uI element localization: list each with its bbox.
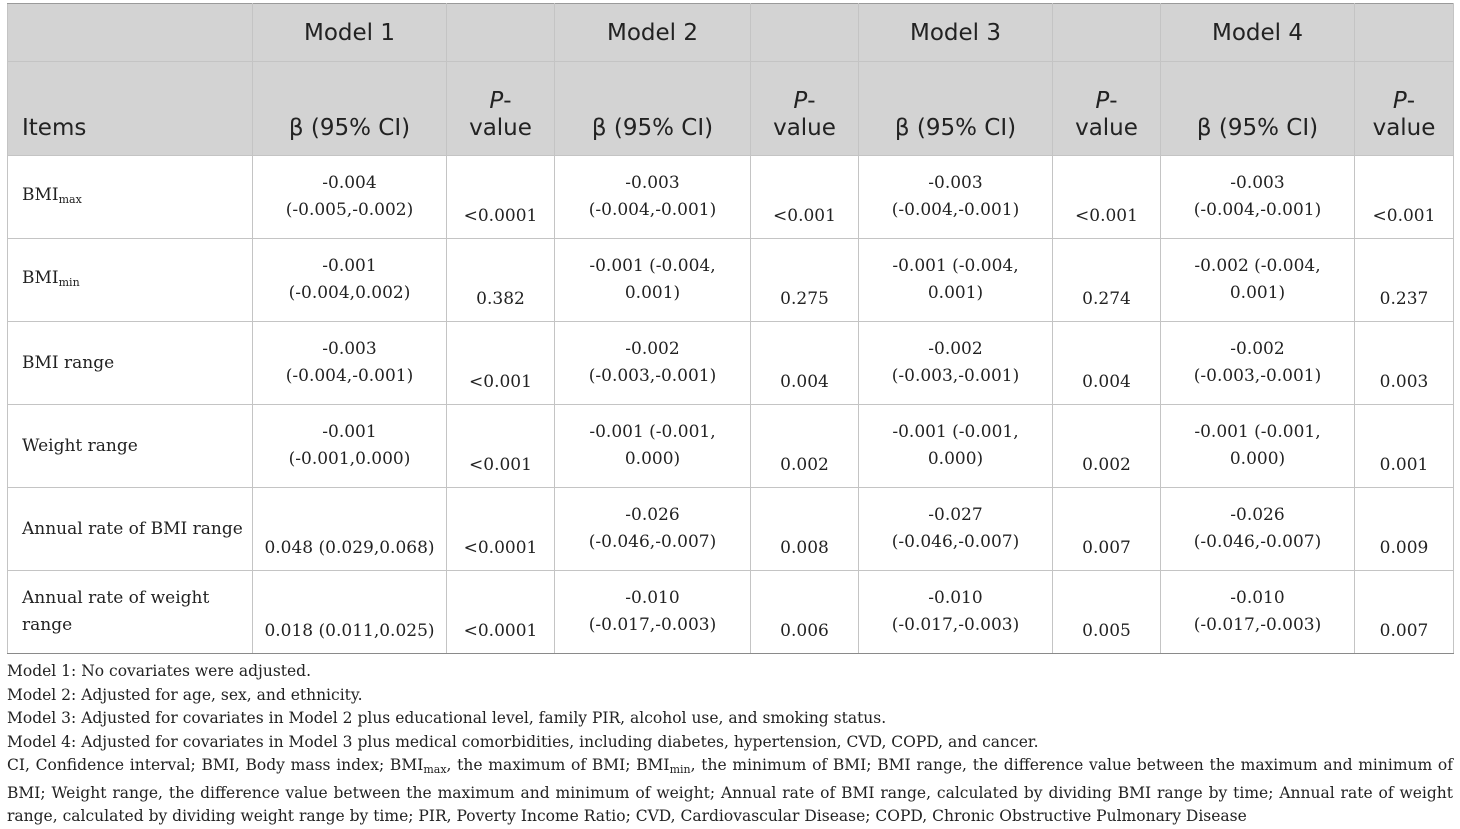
- model2-beta-cell: -0.026 (-0.046,-0.007): [555, 488, 751, 571]
- header-row-models: [8, 4, 1454, 62]
- model4-p-cell: 0.003: [1355, 322, 1454, 405]
- model2-p-cell: 0.275: [751, 239, 859, 322]
- p-hyphen: -: [1406, 87, 1416, 114]
- model3-p-cell: 0.004: [1053, 322, 1161, 405]
- model2-p-cell: 0.006: [751, 571, 859, 654]
- footnote-abbreviations: [7, 754, 1453, 829]
- table-footnotes: [7, 660, 1453, 829]
- model1-p-cell: 0.382: [447, 239, 555, 322]
- model4-p-cell: 0.001: [1355, 405, 1454, 488]
- item-subscript: max: [58, 192, 82, 206]
- row-item: Annual rate of BMI range: [8, 488, 253, 571]
- model1-beta-cell: 0.048 (0.029,0.068): [253, 488, 447, 571]
- header-model4-beta: Model 4: [1161, 4, 1355, 62]
- model2-p-cell: 0.002: [751, 405, 859, 488]
- model3-beta-cell: -0.002 (-0.003,-0.001): [859, 322, 1053, 405]
- model3-beta-cell: -0.027 (-0.046,-0.007): [859, 488, 1053, 571]
- table-row: [8, 322, 1454, 405]
- model1-beta-cell: -0.001 (-0.001,0.000): [253, 405, 447, 488]
- model3-p-cell: <0.001: [1053, 156, 1161, 239]
- table-row: [8, 571, 1454, 654]
- p-hyphen: -: [503, 87, 512, 114]
- model1-beta-cell: -0.004 (-0.005,-0.002): [253, 156, 447, 239]
- row-item: [8, 156, 253, 239]
- model4-beta-cell: -0.003 (-0.004,-0.001): [1161, 156, 1355, 239]
- model1-p-cell: <0.0001: [447, 488, 555, 571]
- model1-beta-cell: -0.001 (-0.004,0.002): [253, 239, 447, 322]
- model2-beta-cell: -0.001 (-0.001, 0.000): [555, 405, 751, 488]
- model1-beta-cell: 0.018 (0.011,0.025): [253, 571, 447, 654]
- p-word: value: [773, 115, 836, 142]
- model1-p-cell: <0.0001: [447, 156, 555, 239]
- item-label: BMI: [22, 184, 59, 205]
- model2-beta-cell: -0.003 (-0.004,-0.001): [555, 156, 751, 239]
- row-item: [8, 239, 253, 322]
- abbr-sub-min: min: [669, 763, 691, 776]
- header-p-value: [1355, 62, 1454, 156]
- model3-p-cell: 0.007: [1053, 488, 1161, 571]
- model1-p-cell: <0.0001: [447, 571, 555, 654]
- header-p-value: [751, 62, 859, 156]
- model2-p-cell: <0.001: [751, 156, 859, 239]
- p-word: value: [1372, 115, 1436, 142]
- item-label: BMI: [22, 267, 59, 288]
- model3-p-cell: 0.274: [1053, 239, 1161, 322]
- model2-p-cell: 0.004: [751, 322, 859, 405]
- row-item: Annual rate of weight range: [8, 571, 253, 654]
- table-row: [8, 156, 1454, 239]
- header-model4-p-blank: [1355, 4, 1454, 62]
- model4-p-cell: 0.009: [1355, 488, 1454, 571]
- model3-beta-cell: -0.001 (-0.001, 0.000): [859, 405, 1053, 488]
- model3-p-cell: 0.005: [1053, 571, 1161, 654]
- table-figure: [7, 3, 1453, 829]
- header-model3-p-blank: [1053, 4, 1161, 62]
- item-subscript: min: [58, 275, 80, 289]
- header-model1-beta: Model 1: [253, 4, 447, 62]
- p-letter: P: [793, 87, 808, 114]
- model1-p-cell: <0.001: [447, 405, 555, 488]
- model2-beta-cell: -0.002 (-0.003,-0.001): [555, 322, 751, 405]
- abbr-part-b: , the maximum of BMI; BMI: [446, 756, 670, 774]
- header-model1-p-blank: [447, 4, 555, 62]
- model3-beta-cell: -0.010 (-0.017,-0.003): [859, 571, 1053, 654]
- header-beta: β (95% CI): [555, 62, 751, 156]
- p-hyphen: -: [807, 87, 816, 114]
- header-blank: [8, 4, 253, 62]
- regression-table: [7, 3, 1454, 654]
- footnote-model4: Model 4: Adjusted for covariates in Model 3 plus medical comorbidities, including diabetes, hypertension, CVD, COPD, and cancer.: [7, 732, 1039, 751]
- header-items: Items: [8, 62, 253, 156]
- model4-p-cell: <0.001: [1355, 156, 1454, 239]
- header-model3-beta: Model 3: [859, 4, 1053, 62]
- abbr-part-c: , the minimum of BMI; BMI range, the difference value between the maximum and minimum of BMI; Weight range, the difference value between the maximum and minimum of weight; Annual rate of BMI range, calculated by dividing BMI range by time; Annual rate of weight range, calculated by dividing weight range by time; PIR, Poverty Income Ratio; CVD, Cardiovascular Disease; COPD, Chronic Obstructive Pulmonary Disease: [7, 756, 1454, 825]
- model3-beta-cell: -0.001 (-0.004, 0.001): [859, 239, 1053, 322]
- model4-p-cell: 0.007: [1355, 571, 1454, 654]
- table-row: [8, 488, 1454, 571]
- model4-p-cell: 0.237: [1355, 239, 1454, 322]
- model3-p-cell: 0.002: [1053, 405, 1161, 488]
- table-row: [8, 405, 1454, 488]
- header-row-columns: [8, 62, 1454, 156]
- model2-beta-cell: -0.001 (-0.004, 0.001): [555, 239, 751, 322]
- header-beta: β (95% CI): [253, 62, 447, 156]
- header-model2-beta: Model 2: [555, 4, 751, 62]
- footnote-model1: Model 1: No covariates were adjusted.: [7, 662, 312, 680]
- p-letter: P: [1392, 87, 1407, 114]
- abbr-part-a: CI, Confidence interval; BMI, Body mass index; BMI: [7, 756, 424, 774]
- model4-beta-cell: -0.002 (-0.004, 0.001): [1161, 239, 1355, 322]
- header-model2-p-blank: [751, 4, 859, 62]
- footnote-model3: Model 3: Adjusted for covariates in Model 2 plus educational level, family PIR, alcohol use, and smoking status.: [7, 709, 887, 727]
- model3-beta-cell: -0.003 (-0.004,-0.001): [859, 156, 1053, 239]
- model2-p-cell: 0.008: [751, 488, 859, 571]
- abbr-sub-max: max: [423, 763, 447, 776]
- model4-beta-cell: -0.010 (-0.017,-0.003): [1161, 571, 1355, 654]
- table-row: [8, 239, 1454, 322]
- header-beta: β (95% CI): [1161, 62, 1355, 156]
- p-letter: P: [1095, 87, 1110, 114]
- header-p-value: [1053, 62, 1161, 156]
- model4-beta-cell: -0.026 (-0.046,-0.007): [1161, 488, 1355, 571]
- row-item: Weight range: [8, 405, 253, 488]
- footnote-model2: Model 2: Adjusted for age, sex, and ethnicity.: [7, 685, 363, 704]
- header-beta: β (95% CI): [859, 62, 1053, 156]
- model4-beta-cell: -0.002 (-0.003,-0.001): [1161, 322, 1355, 405]
- p-letter: P: [489, 87, 504, 114]
- p-hyphen: -: [1109, 87, 1118, 114]
- model4-beta-cell: -0.001 (-0.001, 0.000): [1161, 405, 1355, 488]
- p-word: value: [469, 115, 532, 142]
- model1-p-cell: <0.001: [447, 322, 555, 405]
- p-word: value: [1075, 115, 1138, 142]
- model1-beta-cell: -0.003 (-0.004,-0.001): [253, 322, 447, 405]
- header-p-value: [447, 62, 555, 156]
- row-item: BMI range: [8, 322, 253, 405]
- model2-beta-cell: -0.010 (-0.017,-0.003): [555, 571, 751, 654]
